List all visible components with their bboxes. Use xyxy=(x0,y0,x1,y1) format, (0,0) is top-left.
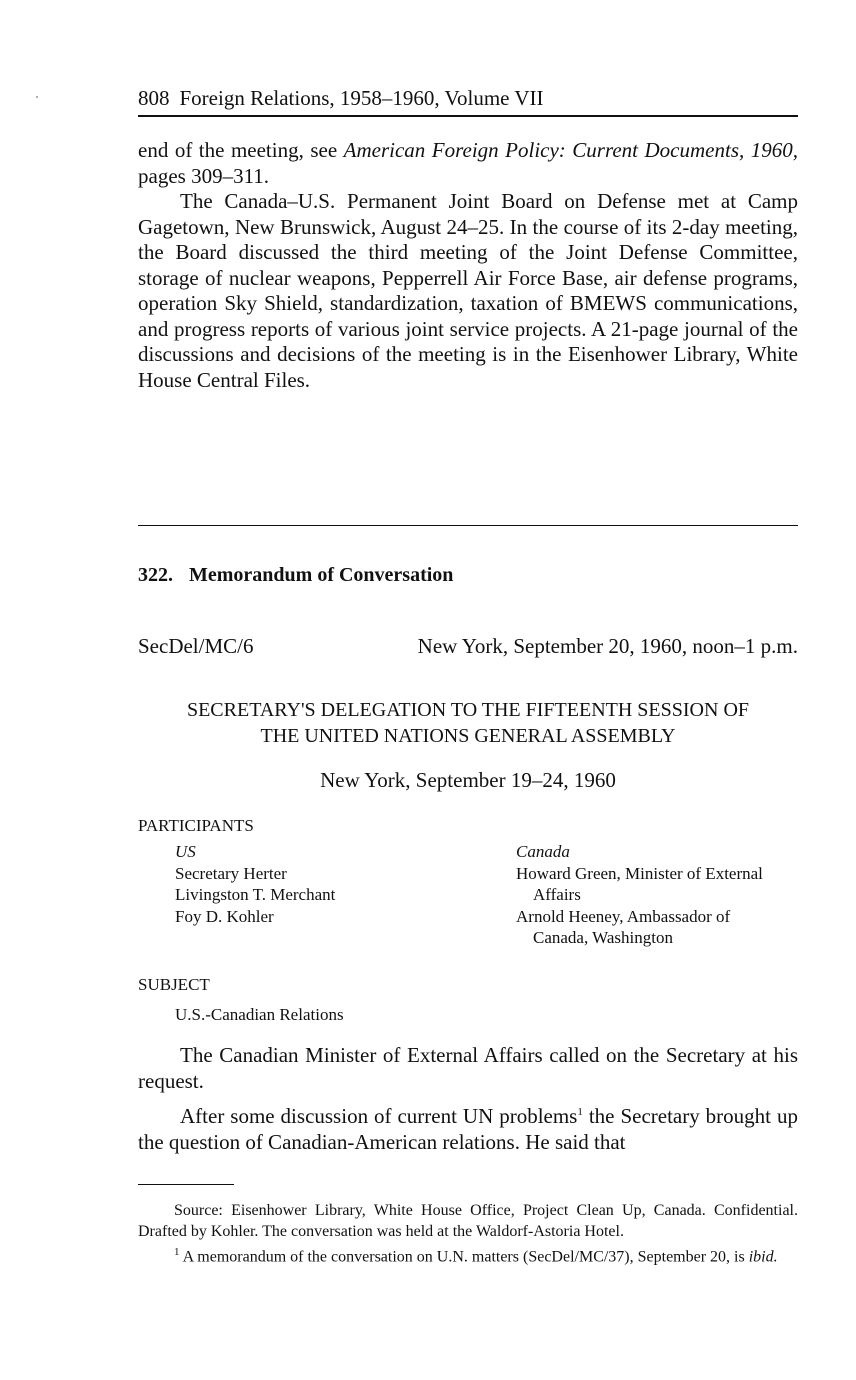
participant: Arnold Heeney, Ambassador of xyxy=(516,906,731,926)
participants-us xyxy=(175,841,335,927)
delegation-heading-line2: THE UNITED NATIONS GENERAL ASSEMBLY xyxy=(260,725,676,747)
participant-continuation: Affairs xyxy=(533,885,581,904)
running-header xyxy=(138,86,798,117)
document-number: 322. xyxy=(138,564,173,586)
subject-value: U.S.-Canadian Relations xyxy=(175,1005,344,1024)
memo-paragraph-2: After some discussion of current UN problems$^1$ the Secretary brought up the question of Canadian-American relations. He said that xyxy=(138,1104,798,1154)
footnote-rule xyxy=(138,1184,234,1185)
participant: Howard Green, Minister of External xyxy=(516,863,763,883)
country-canada: Canada xyxy=(516,842,570,861)
participant: Secretary Herter xyxy=(175,863,287,883)
participants-label: PARTICIPANTS xyxy=(138,816,254,835)
document-reference: SecDel/MC/6 xyxy=(138,634,254,658)
section-divider xyxy=(138,525,798,526)
document-reference-line xyxy=(138,634,798,659)
participant: Foy D. Kohler xyxy=(175,906,274,926)
citation: American Foreign Policy: Current Documents, 1960, xyxy=(343,138,798,162)
memo-paragraph-1: The Canadian Minister of External Affairs called on the Secretary at his request. xyxy=(138,1043,798,1093)
continuation-text xyxy=(138,138,798,393)
delegation-heading xyxy=(138,697,798,749)
participant: Livingston T. Merchant xyxy=(175,885,336,904)
scan-speck xyxy=(36,96,38,98)
dateline: New York, September 20, 1960, noon–1 p.m. xyxy=(417,634,798,658)
running-title: Foreign Relations, 1958–1960, Volume VII xyxy=(179,86,544,110)
delegation-heading-line1: SECRETARY'S DELEGATION TO THE FIFTEENTH SESSION OF xyxy=(186,699,750,721)
source-note: Source: Eisenhower Library, White House Office, Project Clean Up, Canada. Confidential. Drafted by Kohler. The conversation was held at the Waldorf-Astoria Hotel. xyxy=(138,1202,798,1240)
participant-continuation: Canada, Washington xyxy=(533,928,673,947)
document-title xyxy=(138,564,453,587)
country-us: US xyxy=(175,842,196,861)
subject-label: SUBJECT xyxy=(138,975,210,994)
footnote-1: $^1$ A memorandum of the conversation on U.N. matters (SecDel/MC/37), September 20, is ibid. xyxy=(174,1246,778,1266)
continuation-paragraph: end of the meeting, see American Foreign Policy: Current Documents, 1960, pages 309–311. xyxy=(138,138,798,188)
footnote-marker: 1 xyxy=(174,1246,180,1258)
delegation-subheading: New York, September 19–24, 1960 xyxy=(320,768,616,792)
participants-canada xyxy=(516,841,763,949)
page-number: 808 xyxy=(138,86,170,110)
pjbd-paragraph: The Canada–U.S. Permanent Joint Board on Defense met at Camp Gagetown, New Brunswick, August 24–25. In the course of its 2-day meeting, the Board discussed the third meeting of the Joint Defense Committee, storage of nuclear weapons, Pepperrell Air Force Base, air defense programs, operation Sky Shield, standardization, taxation of BMEWS communications, and progress reports of various joint service projects. A 21-page journal of the discussions and decisions of the meeting is in the Eisenhower Library, White House Central Files. xyxy=(138,189,798,392)
footnotes xyxy=(138,1200,798,1267)
footnote-ref[interactable]: 1 xyxy=(577,1106,583,1118)
document-title-text: Memorandum of Conversation xyxy=(189,564,454,586)
memo-body xyxy=(138,1043,798,1155)
